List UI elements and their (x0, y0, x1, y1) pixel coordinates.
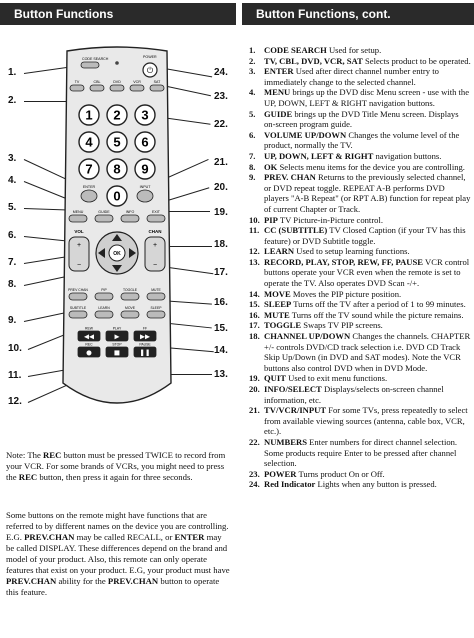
function-description (264, 384, 471, 405)
function-text: brings up the DVD Title Menu screen. Displays on-screen program guide. (264, 108, 459, 130)
callout-right-18: 18. (214, 239, 228, 250)
number-label-4: 4 (85, 134, 93, 150)
source-label-sat: SAT (153, 80, 161, 84)
exit-button[interactable] (147, 215, 165, 222)
callout-right-13: 13. (214, 369, 228, 380)
function-description (264, 45, 471, 56)
code-search-label: CODE SEARCH (82, 57, 109, 61)
function-item (249, 225, 471, 246)
function-item (249, 384, 471, 405)
rec-label: REC (85, 342, 93, 347)
function-text: Used to setup learning functions. (294, 246, 410, 257)
source-button-vcr[interactable] (130, 85, 144, 91)
pause-icon: ❚❚ (139, 348, 151, 357)
number-label-8: 8 (113, 161, 121, 177)
naming-note (6, 510, 230, 598)
callout-left-9: 9. (8, 315, 17, 326)
source-button-sat[interactable] (150, 85, 164, 91)
callout-right-23: 23. (214, 91, 228, 102)
source-label-cbl: CBL (93, 80, 101, 84)
callout-left-8: 8. (8, 279, 17, 290)
function-key: MOVE (264, 288, 291, 299)
prev-chan-button[interactable] (69, 293, 87, 300)
function-number: 10. (249, 214, 260, 225)
function-key: OK (264, 161, 278, 172)
chan-label: CHAN (148, 229, 162, 234)
function-text: Used to exit menu functions. (285, 373, 388, 384)
callout-right-20: 20. (214, 182, 228, 193)
callout-left-1: 1. (8, 67, 17, 78)
function-item (249, 310, 471, 321)
function-item (249, 45, 471, 56)
remote-control-illustration (57, 43, 177, 418)
exit-label: EXIT (152, 210, 160, 214)
source-label-tv: TV (74, 80, 80, 84)
function-number: 7. (249, 150, 256, 161)
function-text: Displays/selects on-screen channel information, etc. (264, 384, 444, 405)
rew-label: REW (85, 326, 93, 331)
sleep-button[interactable] (147, 311, 165, 318)
function-description (264, 299, 471, 310)
bold-term: PREV.CHAN (6, 576, 57, 586)
function-description (264, 437, 471, 469)
function-key: PREV. CHAN (264, 172, 316, 183)
function-text: Swaps TV PIP screens. (301, 320, 383, 331)
number-label-1: 1 (85, 107, 93, 123)
function-item (249, 373, 471, 384)
mute-button[interactable] (147, 293, 165, 300)
vol-plus-icon: + (76, 242, 82, 249)
power-label: POWER (143, 55, 157, 59)
function-number: 15. (249, 299, 260, 310)
stop-label: STOP (112, 342, 122, 347)
function-item (249, 215, 471, 226)
pause-label: PAUSE (139, 342, 151, 347)
function-key: MENU (264, 87, 291, 98)
function-number: 18. (249, 331, 260, 342)
play-label: PLAY (112, 326, 122, 331)
function-description (264, 289, 471, 300)
source-button-cbl[interactable] (90, 85, 104, 91)
callout-left-11: 11. (8, 370, 22, 381)
number-label-7: 7 (85, 161, 93, 177)
function-number: 4. (249, 87, 256, 98)
function-number: 19. (249, 373, 260, 384)
function-number: 14. (249, 288, 260, 299)
guide-button[interactable] (95, 215, 113, 222)
callout-left-3: 3. (8, 153, 17, 164)
function-item (249, 87, 471, 108)
note-text: button must be pressed TWICE to record from your VCR. For some brands of VCRs, you might need to press the (6, 450, 226, 482)
learn-label: LEARN (98, 306, 110, 310)
function-item (249, 109, 471, 130)
function-number: 21. (249, 405, 260, 416)
callout-left-2: 2. (8, 95, 17, 106)
function-number: 20. (249, 384, 260, 394)
function-key: VOLUME UP/DOWN (264, 129, 347, 140)
function-description (264, 310, 471, 321)
function-key: MUTE (264, 309, 290, 320)
chan-plus-icon: + (152, 242, 158, 249)
function-text: Enter numbers for direct channel selection. Some products require Enter to be pressed after channel selection. (264, 436, 458, 469)
function-item (249, 469, 471, 480)
function-item (249, 151, 471, 162)
bold-term: PREV.CHAN (107, 576, 159, 586)
stop-icon: ■ (113, 348, 121, 357)
callout-left-5: 5. (8, 202, 17, 213)
function-text: Turns off the TV after a period of 1 to 99 minutes. (291, 299, 466, 310)
function-number: 22. (249, 436, 260, 447)
pip-label: PIP (101, 288, 107, 292)
note-text: may be called RECALL, or (74, 532, 175, 542)
function-item (249, 257, 471, 289)
bold-term: REC (43, 450, 62, 460)
learn-button[interactable] (95, 311, 113, 318)
number-label-3: 3 (141, 107, 149, 123)
chan-minus-icon: − (152, 262, 158, 269)
enter-button[interactable] (81, 190, 97, 202)
move-label: MOVE (125, 306, 135, 310)
bold-term: PREV.CHAN (24, 532, 75, 542)
function-number: 16. (249, 309, 260, 320)
function-text: Selects product to be operated. (362, 55, 471, 66)
function-number: 1. (249, 45, 256, 55)
pip-button[interactable] (95, 293, 113, 300)
rew-icon: ◀◀ (84, 332, 94, 341)
toggle-button[interactable] (121, 293, 139, 300)
source-button-dvd[interactable] (110, 85, 124, 91)
function-item (249, 320, 471, 331)
function-text: VCR control buttons operate your VCR even when the remote is set to operate the TV. Also operates DVD Scan -/+. (264, 256, 470, 289)
function-key: INFO/SELECT (264, 384, 322, 394)
callout-right-14: 14. (214, 345, 228, 356)
info-label: INFO (125, 210, 135, 214)
function-item (249, 479, 471, 490)
function-text: Turns off the TV sound while the picture remains. (289, 309, 464, 320)
function-description (264, 130, 471, 151)
callout-right-17: 17. (214, 267, 228, 278)
function-number: 5. (249, 108, 256, 119)
function-key: UP, DOWN, LEFT & RIGHT (264, 150, 374, 161)
subtitle-label: SUBTITLE (69, 306, 87, 310)
source-label-vcr: VCR (133, 80, 141, 84)
function-key: TV/VCR/INPUT (264, 405, 327, 416)
function-item (249, 299, 471, 310)
function-key: NUMBERS (264, 436, 307, 447)
function-number: 13. (249, 256, 260, 267)
callout-right-21: 21. (214, 157, 228, 168)
function-item (249, 331, 471, 373)
function-description (264, 162, 471, 173)
function-description (264, 331, 471, 373)
function-key: Red Indicator (264, 479, 316, 490)
function-key: POWER (264, 468, 297, 479)
function-text: navigation buttons. (373, 150, 442, 161)
note-text: may be called DISPLAY. These differences depend on the brand and model of your product. Also, this remote can only operate features that exist on your product. E.G, your product must have (6, 532, 230, 575)
prev-chan-label: PREV CHAN (68, 288, 88, 292)
guide-label: GUIDE (98, 210, 110, 214)
function-key: TV, CBL, DVD, VCR, SAT (264, 55, 363, 66)
menu-label: MENU (72, 210, 84, 214)
function-key: RECORD, PLAY, STOP, REW, FF, PAUSE (264, 256, 424, 267)
function-key: TOGGLE (264, 320, 302, 331)
move-button[interactable] (121, 311, 139, 318)
function-text: For some TVs, press repeatedly to select from available viewing sources (antenna, cable box, VCR, etc.). (264, 405, 468, 437)
function-text: Changes the volume level of the product, normally the TV. (264, 129, 460, 151)
callout-right-15: 15. (214, 323, 228, 334)
function-text: Returns to the previously selected channel, or DVD repeat toggle. REPEAT A-B performs DVD players "A-B Repeat" (or RPT A.B) function for repeat play of current Chapter or Track. (264, 172, 471, 214)
function-key: CHANNEL UP/DOWN (264, 331, 351, 342)
function-description (264, 246, 471, 257)
note-text: button, then press it again for three seconds. (37, 472, 193, 482)
function-item (249, 437, 471, 469)
number-label-2: 2 (113, 107, 121, 123)
function-description (264, 373, 471, 384)
header-button-functions: Button Functions (0, 3, 236, 25)
function-key: CC (SUBTITLE) (264, 225, 328, 236)
function-text: TV Closed Caption (if your TV has this feature) or DVD Subtitle toggle. (264, 225, 466, 246)
function-description (264, 66, 471, 87)
subtitle-button[interactable] (69, 311, 87, 318)
function-number: 6. (249, 129, 256, 140)
menu-button[interactable] (69, 215, 87, 222)
function-key: ENTER (264, 66, 294, 77)
function-text: Used for setup. (326, 45, 382, 55)
callout-right-22: 22. (214, 119, 228, 130)
bold-term: ENTER (174, 532, 205, 542)
function-description (264, 215, 471, 226)
function-item (249, 162, 471, 173)
function-key: SLEEP (264, 299, 292, 310)
function-list (249, 45, 471, 490)
function-description (264, 469, 471, 480)
ok-label: OK (113, 251, 121, 257)
function-item (249, 66, 471, 87)
function-description (264, 225, 471, 246)
function-item (249, 130, 471, 151)
callout-right-16: 16. (214, 297, 228, 308)
function-text: Used after direct channel number entry to immediately change to the selected channel. (264, 66, 439, 87)
number-label-6: 6 (141, 134, 149, 150)
callout-right-24: 24. (214, 67, 228, 78)
function-number: 12. (249, 246, 260, 257)
callout-left-12: 12. (8, 396, 22, 407)
rec-note (6, 450, 230, 483)
vol-label: VOL (74, 229, 84, 234)
function-number: 2. (249, 55, 256, 66)
bold-term: REC (18, 472, 38, 482)
ff-icon: ▶▶ (140, 332, 150, 341)
function-key: PIP (264, 214, 278, 225)
function-description (264, 172, 471, 214)
info-button[interactable] (121, 215, 139, 222)
note-text: Note: The (6, 450, 43, 460)
function-description (264, 151, 471, 162)
power-icon: ⏻ (146, 66, 154, 75)
source-button-tv[interactable] (70, 85, 84, 91)
note-text: ability for the (56, 576, 108, 586)
number-label-5: 5 (113, 134, 121, 150)
function-item (249, 246, 471, 257)
ff-label: FF (142, 326, 148, 331)
function-text: Moves the PIP picture position. (290, 288, 402, 299)
note-text: button to operate this feature. (6, 576, 220, 597)
play-icon: ▶ (114, 332, 120, 341)
function-description (264, 109, 471, 130)
function-key: LEARN (264, 246, 295, 257)
enter-label: ENTER (82, 185, 96, 189)
mute-label: MUTE (151, 288, 161, 292)
red-indicator (115, 61, 119, 65)
function-text: Changes the channels. CHAPTER +/- controls DVD/CD track selection i.e. DVD CD Track Skip Up/Down (in DVD and SAT modes). Note the VCR buttons also control DVD when in DVD Mode. (264, 331, 471, 373)
number-label-0: 0 (113, 188, 121, 204)
callout-left-6: 6. (8, 230, 17, 241)
number-label-9: 9 (141, 161, 149, 177)
function-key: QUIT (264, 373, 286, 384)
note-text: Some buttons on the remote might have functions that are referred to by different names on the device you are controlling. E.G. (6, 510, 229, 542)
header-button-functions-cont: Button Functions, cont. (242, 3, 474, 25)
function-item (249, 405, 471, 437)
function-description (264, 56, 471, 67)
function-key: GUIDE (264, 108, 293, 119)
code-search-button[interactable] (81, 62, 99, 68)
function-number: 17. (249, 320, 260, 331)
sleep-label: SLEEP (150, 306, 162, 310)
vol-minus-icon: − (76, 262, 82, 269)
function-item (249, 172, 471, 214)
function-text: TV Picture-in-Picture control. (277, 214, 384, 225)
function-item (249, 289, 471, 300)
function-text: Lights when any button is pressed. (315, 479, 437, 490)
callout-left-10: 10. (8, 343, 22, 354)
function-description (264, 87, 471, 108)
callout-left-4: 4. (8, 175, 17, 186)
function-key: CODE SEARCH (264, 45, 327, 55)
function-number: 11. (249, 225, 260, 236)
callout-right-19: 19. (214, 207, 228, 218)
function-number: 24. (249, 479, 260, 490)
callout-left-7: 7. (8, 257, 17, 268)
function-number: 3. (249, 66, 256, 77)
toggle-label: TOGGLE (122, 288, 138, 292)
function-number: 8. (249, 161, 256, 172)
function-description (264, 320, 471, 331)
function-item (249, 56, 471, 67)
function-number: 9. (249, 172, 256, 183)
source-label-dvd: DVD (113, 80, 121, 84)
input-label: INPUT (139, 185, 151, 189)
function-description (264, 405, 471, 437)
function-number: 23. (249, 468, 260, 479)
function-description (264, 479, 471, 490)
function-text: Turns product On or Off. (296, 468, 385, 479)
function-text: Selects menu items for the device you are controlling. (277, 161, 465, 172)
function-text: brings up the DVD disc Menu screen - use with the UP, DOWN, LEFT & RIGHT navigation buttons. (264, 87, 470, 108)
function-description (264, 257, 471, 289)
rec-icon: ● (86, 348, 92, 357)
input-button[interactable] (137, 190, 153, 202)
